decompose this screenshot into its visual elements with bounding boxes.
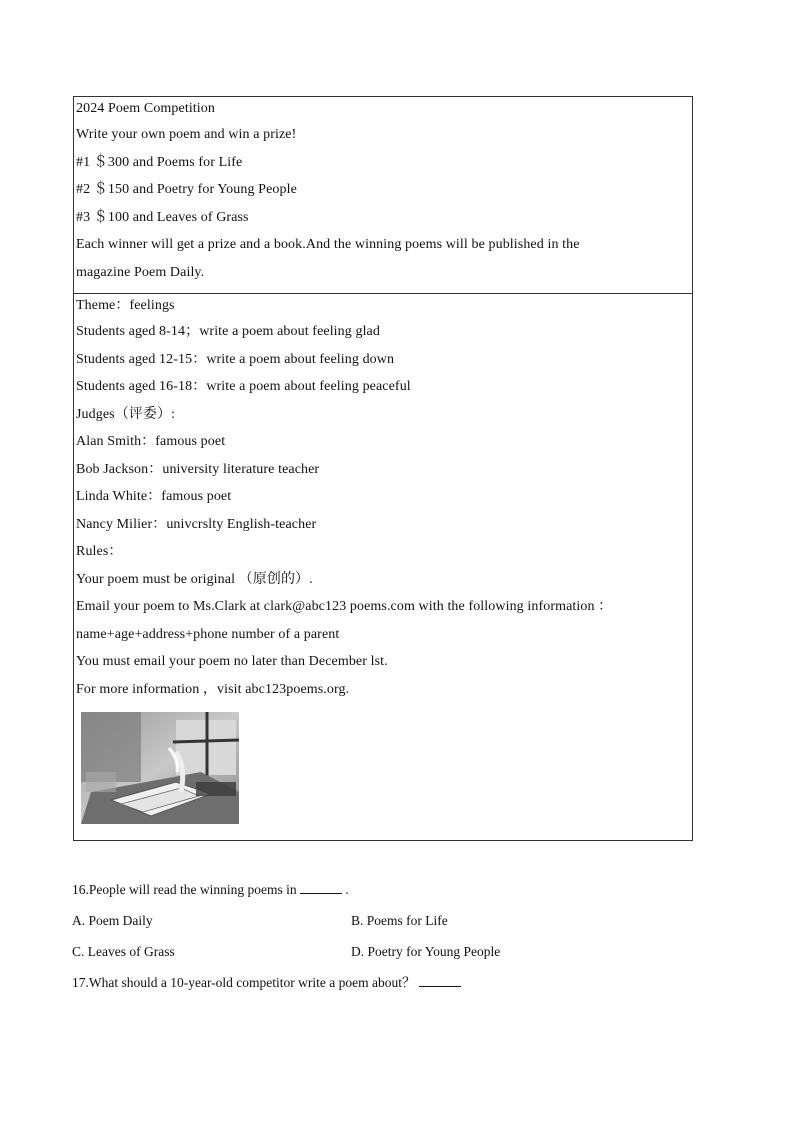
question-17 [72,967,712,998]
age-group-8-14: Students aged 8-14；write a poem about feeling glad [76,324,380,339]
question-16-number: 16. [72,882,89,897]
option-a[interactable]: A. Poem Daily [72,913,153,928]
age-group-12-15: Students aged 12-15：write a poem about feeling down [76,351,395,367]
competition-notice-box [73,96,693,841]
question-16-text: People will read the winning poems in [88,882,297,897]
rule-email-line-1: Email your poem to Ms.Clark at clark@abc123 poems.com with the following information ： [76,599,613,614]
judge-alan-smith: Alan Smith：famous poet [76,434,226,449]
option-b[interactable]: B. Poems for Life [351,913,448,928]
question-16 [72,874,712,905]
winner-info-line-2: magazine Poem Daily. [76,264,205,280]
notice-intro: Write your own poem and win a prize! [76,127,297,142]
theme-line: Theme：feelings [76,298,175,313]
notice-title: 2024 Poem Competition [76,101,215,116]
rules-heading: Rules： [76,544,123,559]
question-17-text: What should a 10-year-old competitor write a poem about？ [88,975,416,990]
rule-deadline: You must email your poem no later than December lst. [76,654,388,669]
rule-email-line-2: name+age+address+phone number of a parent [76,626,340,642]
question-16-options-row-2 [72,936,712,967]
option-d[interactable]: D. Poetry for Young People [351,944,501,959]
judge-nancy-milier: Nancy Milier：univcrslty English-teacher [76,516,317,532]
winner-info-line-1: Each winner will get a prize and a book.And the winning poems will be published in the [76,237,580,252]
prize-first: #1 ＄300 and Poems for Life [76,154,243,170]
question-17-blank[interactable] [419,972,461,987]
writing-desk-photo [81,712,239,824]
notice-header-section [74,97,692,294]
notice-details-section [74,294,692,840]
question-16-options-row-1 [72,905,712,936]
judge-bob-jackson: Bob Jackson：university literature teacher [76,461,320,477]
judge-linda-white: Linda White：famous poet [76,489,232,504]
question-16-tail: . [345,882,349,897]
more-info-line: For more information ，visit abc123poems.org. [76,681,350,697]
prize-second: #2 ＄150 and Poetry for Young People [76,182,297,197]
prize-third: #3 ＄100 and Leaves of Grass [76,209,249,225]
rule-original: Your poem must be original （原创的）. [76,571,313,587]
question-17-number: 17. [72,975,89,990]
age-group-16-18: Students aged 16-18：write a poem about feeling peaceful [76,379,411,394]
option-c[interactable]: C. Leaves of Grass [72,944,175,959]
questions-section [72,874,712,998]
question-16-blank[interactable] [300,879,342,894]
judges-heading: Judges（评委）: [76,406,176,422]
